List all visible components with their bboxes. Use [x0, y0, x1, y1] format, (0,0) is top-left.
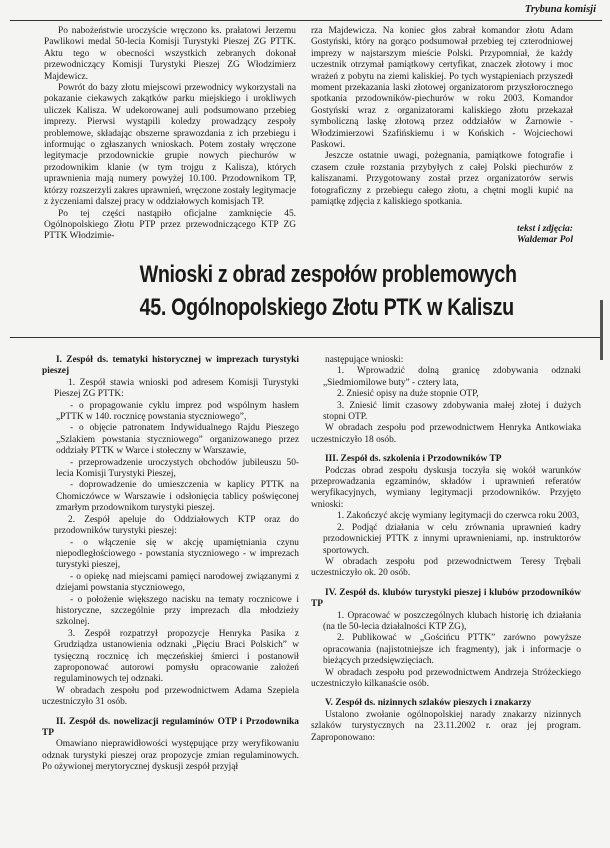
section-closing: W obradach zespołu pod przewodnictwem Teresy Trębali uczestniczyło ok. 20 osób. [311, 556, 581, 579]
spacer [311, 446, 581, 454]
title-line-2: 45. Ogólnopolskiego Złotu PTK w Kaliszu [139, 294, 514, 321]
author-credit [311, 223, 573, 246]
list-item: 3. Zniesić limit czasowy zdobywania małej złotej i dużych stopni OTP. [323, 400, 581, 423]
paragraph: Podczas obrad zespołu dyskusja toczyła się wokół warunków przeprowadzania egzaminów, składów i uprawnień referatów weryfikacyjnych, wymiany legitymacji przodowników. Przyjęto wnioski: [311, 465, 581, 510]
paragraph: następujące wnioski: [325, 355, 404, 365]
spacer [311, 580, 581, 588]
title-line-1: Wnioski z obrad zespołów problemowych [139, 261, 517, 288]
paragraph: rza Majdewicza. Na koniec głos zabrał komandor złotu Adam Gostyński, który na gorąco podsumował przebieg tej czterodniowej imprezy w najstarszym mieście Polski. Przypomniał, że każdy uczestnik otrzymał pamiątkowy certyfikat, znaczek złotowy i moc wrażeń z pobytu na ziemi kaliskiej. Po tych wystąpieniach przyszedł moment przekazania laski złotowej organizatorom przyszłorocznego spotkania przodowników-piechurów w roku 2003. Komandor Gostyński wraz z organizatorami kaliskiego złotu przekazał symboliczną laskę złotową przez oddziałów w Żarnowie - Włodzimierzowi Szafińskiemu i w Końskich - Wojciechowi Paskowi. [311, 26, 573, 151]
list-item: 1. Opracować w poszczególnych klubach historię ich działania (na tle 50-lecia działalności KTP ZG), [323, 610, 581, 632]
list-subitem: - o propagowanie cyklu imprez pod wspólnym hasłem „PTTK w 140. rocznicę powstania styczniowego”, [56, 400, 299, 423]
title-divider [10, 337, 602, 338]
credit-label: tekst i zdjęcia: [517, 222, 573, 234]
article-title [100, 258, 540, 324]
scan-edge-mark [600, 300, 603, 360]
list-item: 2. Podjąć działania w celu zrównania uprawnień kadry przodownickiej PTTK z innymi uprawnieniami, np. instruktorów sportowych. [323, 522, 581, 556]
section-header: Trybuna komisji [524, 4, 596, 15]
section-heading: I. Zespół ds. tematyki historycznej w imprezach turystyki pieszej [42, 355, 299, 377]
paragraph: Ustalono zwołanie ogólnopolskiej narady znakarzy nizinnych szlaków turystycznych na 23.11.2002 r. oraz jej program. Zaproponowano: [311, 709, 581, 743]
list-item: 2. Publikować w „Gościńcu PTTK” zarówno powyższe opracowania (najistotniejsze ich fragmenty), jak i informacje o bieżących przedsięwzięciach. [323, 633, 581, 667]
list-item: 1. Zespół stawia wnioski pod adresem Komisji Turystyki Pieszej ZG PTTK: [54, 377, 299, 400]
section-closing: W obradach zespołu pod przewodnictwem Andrzeja Stróżeckiego uczestniczyło kilkanaście osób. [311, 667, 581, 689]
spacer [42, 709, 299, 717]
list-item: 3. Zespół rozpatrzył propozycje Henryka Pasika z Grudziądza ustanowienia odznaki „Pięciu Braci Polskich” w tysięczną rocznicę ich męczeńskiej śmierci i postanowił zaproponować autorowi pomysłu opracowanie założeń regulaminowych tej odznaki. [54, 628, 299, 685]
paragraph: Jeszcze ostatnie uwagi, pożegnania, pamiątkowe fotografie i czasem czułe rozstania przybyłych z całej Polski piechurów z kaliszanami. Przygotowany został przez organizatorów serwis fotograficzny z przebiegu całego złotu, a chętni mogli kupić na pamiątkę zdjęcia z kaliskiego spotkania. [311, 151, 573, 208]
spacer [311, 690, 581, 698]
section-heading: II. Zespół ds. nowelizacji regulaminów OTP i Przodownika TP [42, 716, 299, 738]
paragraph: Omawiano nieprawidłowości występujące przy weryfikowaniu odznak turystyki pieszej oraz propozycje zmian regulaminowych. Po ożywionej merytorycznej dyskusji zespół przyjął [42, 739, 299, 773]
paragraph: Powrót do bazy złotu miejscowi przewodnicy wykorzystali na pokazanie ciekawych zakątków parku miejskiego i urokliwych uliczek Kalisza. W udekorowanej auli podsumowano przebieg imprezy. Pierwsi wystąpili koledzy prowadzący zespoły problemowe, składając obszerne sprawozdania z ich przebiegu i informując o zgłaszanych wnioskach. Potem zostały wręczone legitymacje przodownickie grupie nowych piechurów w przodownikim klanie (w tym trojgu z Kalisza), których uprawnienia mają numery powyżej 10.100. Przodownikom TP, którzy rozszerzyli zakres uprawnień, wręczone zostały legitymacje z życzeniami dalszej pracy w oddziałowych komisjach TP. [44, 83, 296, 208]
header-divider [10, 20, 602, 21]
list-subitem: - przeprowadzenie uroczystych obchodów jubileuszu 50-lecia Komisji Turystyki Pieszej, [56, 457, 299, 480]
article-column-left [44, 26, 296, 243]
list-item: 1. Zakończyć akcję wymiany legitymacji do czerwca roku 2003, [337, 511, 580, 522]
section-closing: W obradach zespołu pod przewodnictwem Henryka Antkowiaka uczestniczyło 18 osób. [311, 423, 581, 445]
section-heading: IV. Zespół ds. klubów turystyki pieszej i klubów przodowników TP [311, 587, 581, 610]
paragraph: Po nabożeństwie uroczyście wręczono ks. prałatowi Jerzemu Pawlikowi medal 50-lecia Komisji Turystyki Pieszej ZG PTTK. Aktu tego w obecności wszystkich zebranych dokonał przewodniczący Komisji Turystyki Pieszej ZG Włodzimierz Majdewicz. [44, 26, 296, 82]
section-heading: V. Zespół ds. nizinnych szlaków pieszych i znakarzy [325, 698, 532, 709]
conclusions-column-right [311, 355, 581, 744]
list-item: 2. Zniesić opisy na duże stopnie OTP, [337, 389, 479, 400]
list-subitem: - o opiekę nad miejscami pamięci narodowej związanymi z dziejami powstania styczniowego, [56, 571, 299, 594]
list-subitem: - o objęcie patronatem Indywidualnego Rajdu Pieszego „Szlakiem powstania styczniowego” organizowanego przez oddziały PTTK w Warce i stołeczny w Warszawie, [56, 423, 299, 457]
list-item: 1. Wprowadzić dolną granicę zdobywania odznaki „Siedmiomilowe buty” - cztery lata, [323, 366, 581, 388]
section-heading: III. Zespół ds. szkolenia i Przodowników TP [325, 454, 502, 465]
list-subitem: - doprowadzenie do umieszczenia w kaplicy PTTK na Chomiczówce w Warszawie i odsłonięcia tablicy poświęconej zmarłym przodownikom turystyki pieszej. [56, 480, 299, 514]
credit-author: Waldemar Pol [516, 233, 573, 245]
conclusions-column-left [42, 355, 299, 774]
list-subitem: - o położenie większego nacisku na tematy rocznicowe i historyczne, szczególnie przy imprezach dla młodzieży szkolnej. [56, 594, 299, 628]
list-item: 2. Zespół apeluje do Oddziałowych KTP oraz do przodowników turystyki pieszej: [54, 514, 299, 537]
article-column-right [311, 26, 573, 245]
list-subitem: - o włączenie się w akcję upamiętniania czynu niepodległościowego - powstania styczniowego - w imprezach turystyki pieszej, [56, 537, 299, 571]
paragraph: Po tej części nastąpiło oficjalne zamknięcie 45. Ogólnopolskiego Złotu PTP przez przewodniczącego KTP ZG PTTK Włodzimie- [44, 208, 296, 242]
section-closing: W obradach zespołu pod przewodnictwem Adama Szepiela uczestniczyło 31 osób. [42, 685, 299, 708]
